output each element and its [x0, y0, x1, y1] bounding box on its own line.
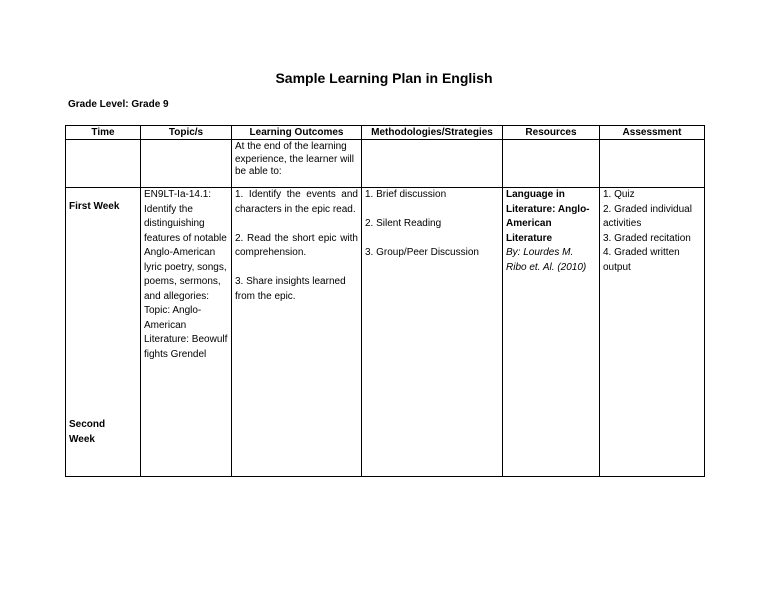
resource-book-title: Language in Literature: Anglo-American Literature [506, 189, 590, 244]
methodology-item: 3. Group/Peer Discussion [365, 247, 479, 258]
grade-level: Grade Level: Grade 9 [68, 99, 169, 110]
first-week-label: First Week [69, 201, 120, 212]
outcome-item: 1. Identify the events and characters in the epic read. [235, 189, 358, 215]
assessment-item: 3. Graded recitation [603, 232, 691, 244]
outcome-item: 3. Share insights learned from the epic. [235, 276, 346, 302]
assessment-item: 4. Graded written output [603, 247, 680, 273]
document-title: Sample Learning Plan in English [275, 70, 493, 86]
learning-plan-table [65, 125, 705, 477]
intro-outcome-cell [232, 140, 362, 188]
resource-authors: By: Lourdes M. Ribo et. Al. (2010) [506, 247, 587, 273]
intro-resources-cell [503, 140, 600, 188]
topic-label: Topic: Anglo-American Literature: Beowulf fights Grendel [144, 305, 228, 360]
methodologies-cell [362, 188, 503, 477]
intro-method-cell [362, 140, 503, 188]
header-row [66, 126, 705, 140]
intro-assessment-cell [600, 140, 705, 188]
assessment-item: 2. Graded individual activities [603, 203, 692, 229]
outcomes-cell [232, 188, 362, 477]
methodology-item: 2. Silent Reading [365, 218, 442, 229]
intro-topic-cell [141, 140, 232, 188]
header-time: Time [66, 126, 141, 140]
assessment-item: 1. Quiz [603, 189, 635, 200]
header-learning-outcomes: Learning Outcomes [232, 126, 362, 140]
time-cell [66, 188, 141, 477]
assessment-cell [600, 188, 705, 477]
resources-cell [503, 188, 600, 477]
header-topics: Topic/s [141, 126, 232, 140]
header-assessment: Assessment [600, 126, 705, 140]
topic-cell [141, 188, 232, 477]
topic-description: Identify the distinguishing features of notable Anglo-American lyric poetry, songs, poems, sermons, and allegories: [144, 203, 227, 302]
header-resources: Resources [503, 126, 600, 140]
outcome-item: 2. Read the short epic with comprehension. [235, 232, 358, 258]
topic-code: EN9LT-Ia-14.1: [144, 189, 212, 200]
methodology-item: 1. Brief discussion [365, 189, 447, 200]
intro-row [66, 140, 705, 188]
second-week-label: Second Week [69, 419, 106, 445]
intro-outcome-text: At the end of the learning experience, the learner will be able to: [235, 141, 354, 177]
header-methodologies: Methodologies/Strategies [362, 126, 503, 140]
intro-time-cell [66, 140, 141, 188]
content-row [66, 188, 705, 477]
